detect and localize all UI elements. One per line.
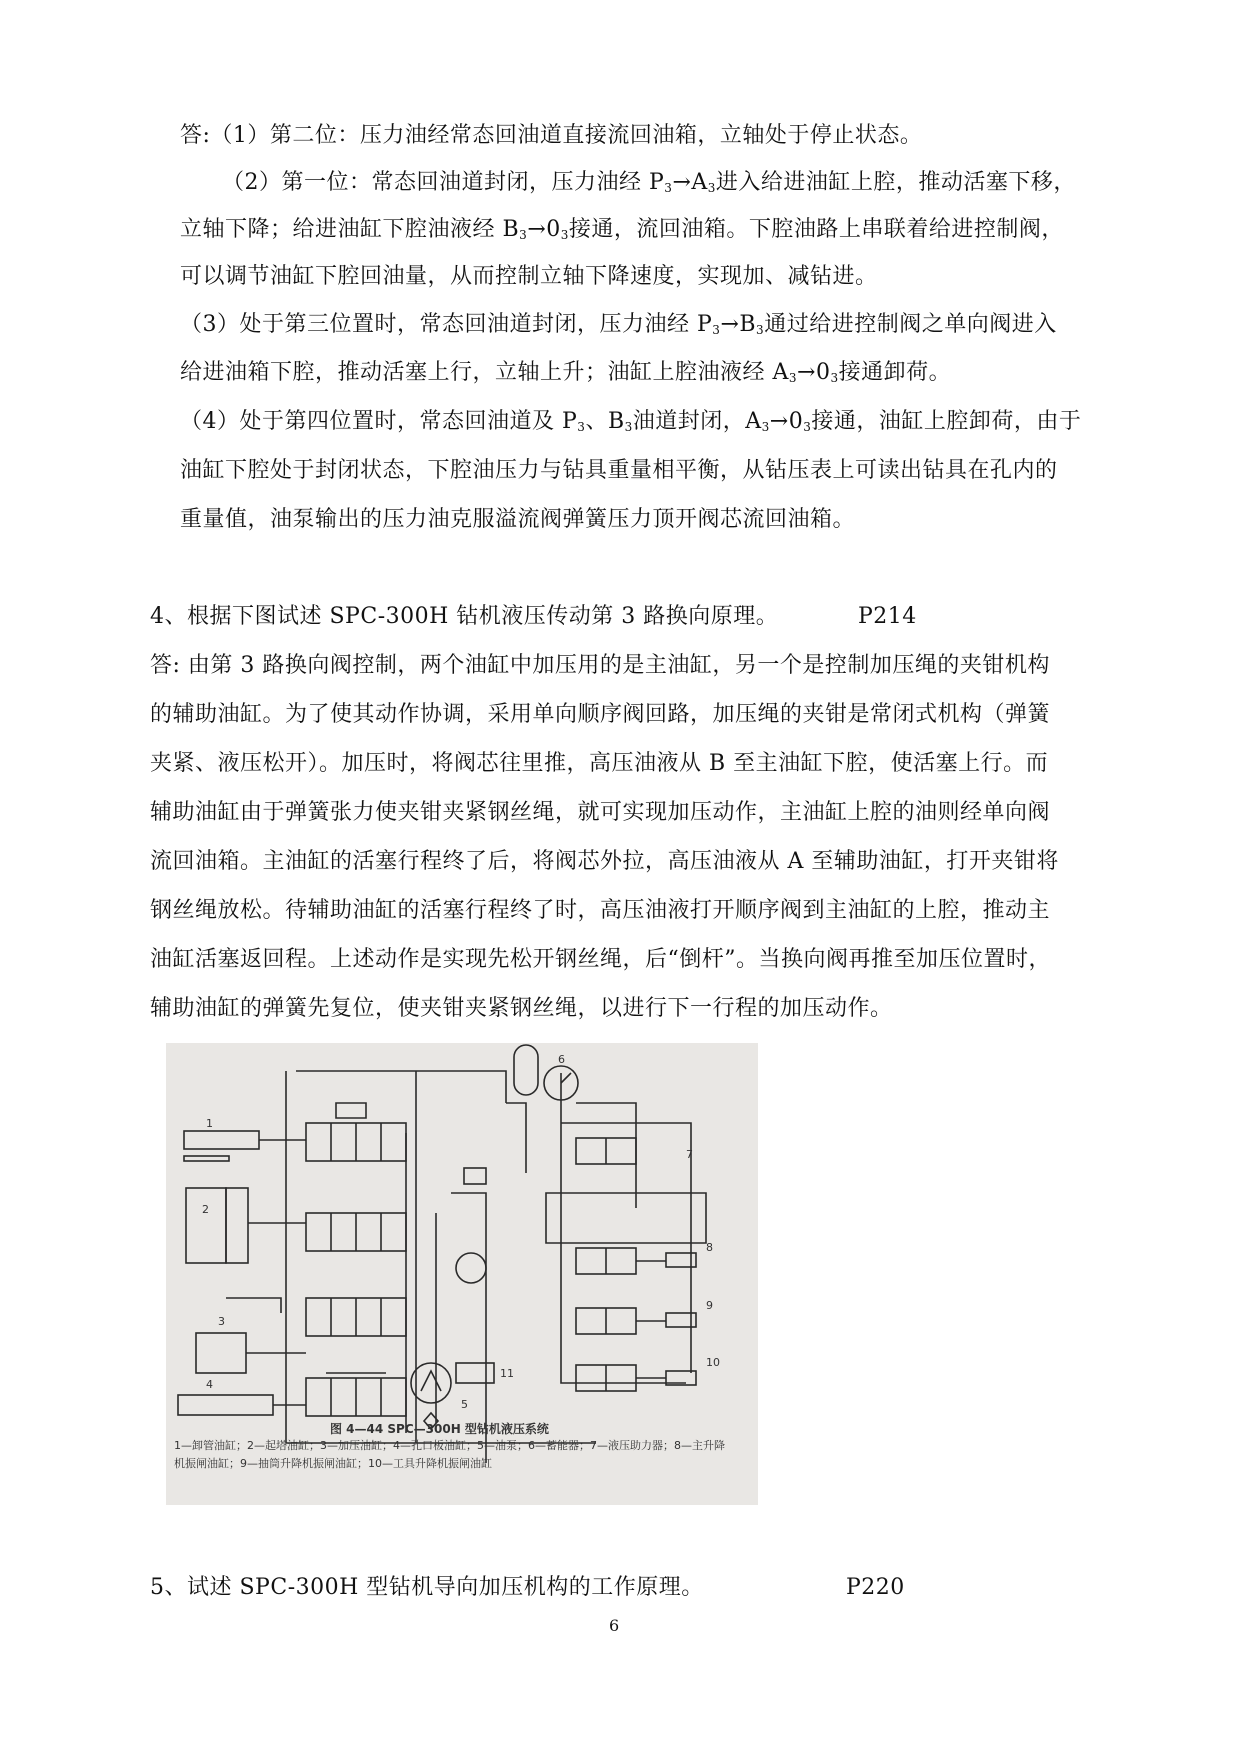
question-4-title: 4、根据下图试述 SPC-300H 钻机液压传动第 3 路换向原理。 xyxy=(150,604,779,629)
figure-label: 6 xyxy=(558,1053,565,1066)
figure-caption-line: 机振闸油缸；9—抽筒升降机振闸油缸；10—工具升降机振闸油缸 xyxy=(174,1457,492,1470)
answer-line-9: 重量值，油泵输出的压力油克服溢流阀弹簧压力顶开阀芯流回油箱。 xyxy=(180,507,856,532)
figure-label: 10 xyxy=(706,1356,720,1369)
answer-line-6: 给进油箱下腔，推动活塞上行，立轴上升；油缸上腔油液经 $A_3\to 0_3$接通卸荷。 xyxy=(180,360,952,385)
figure-label: 3 xyxy=(218,1315,225,1328)
answer-4-line: 夹紧、液压松开）。加压时，将阀芯往里推，高压油液从 B 至主油缸下腔，使活塞上行。而 xyxy=(150,751,1049,776)
figure-caption xyxy=(174,1437,754,1473)
figure-label: 9 xyxy=(706,1299,713,1312)
question-5-ref: P220 xyxy=(846,1575,905,1600)
figure-label: 2 xyxy=(202,1203,209,1216)
page-number: 6 xyxy=(609,1616,620,1635)
answer-line-3: 立轴下降；给进油缸下腔油液经 $B_3\to 0_3$接通，流回油箱。下腔油路上串联着给进控制阀， xyxy=(180,217,1064,242)
answer-line-8: 油缸下腔处于封闭状态，下腔油压力与钻具重量相平衡，从钻压表上可读出钻具在孔内的 xyxy=(180,458,1058,483)
figure-label: 4 xyxy=(206,1378,213,1391)
figure-caption-line: 1—卸管油缸；2—起塔油缸；3—加压油缸；4—孔口板油缸；5—油泵；6—蓄能器；7—液压助力器；8—主升降 xyxy=(174,1439,725,1452)
figure-label: 1 xyxy=(206,1117,213,1130)
question-4-ref: P214 xyxy=(858,604,917,629)
answer-line-5: （3）处于第三位置时，常态回油道封闭，压力油经 $P_3\to B_3$通过给进控制阀之单向阀进入 xyxy=(180,312,1057,337)
answer-4-line: 油缸活塞返回程。上述动作是实现先松开钢丝绳，后“倒杆”。当换向阀再推至加压位置时， xyxy=(150,947,1051,972)
answer-4-line: 流回油箱。主油缸的活塞行程终了后，将阀芯外拉，高压油液从 A 至辅助油缸，打开夹钳将 xyxy=(150,849,1059,874)
figure-label: 8 xyxy=(706,1241,713,1254)
answer-line-1: 答:（1）第二位：压力油经常态回油道直接流回油箱，立轴处于停止状态。 xyxy=(180,123,923,148)
answer-4-line: 钢丝绳放松。待辅助油缸的活塞行程终了时，高压油液打开顺序阀到主油缸的上腔，推动主 xyxy=(150,898,1051,923)
figure-label: 5 xyxy=(461,1398,468,1411)
answer-4-line: 辅助油缸由于弹簧张力使夹钳夹紧钢丝绳，就可实现加压动作，主油缸上腔的油则经单向阀 xyxy=(150,800,1051,825)
answer-line-4: 可以调节油缸下腔回油量，从而控制立轴下降速度，实现加、减钻进。 xyxy=(180,264,878,289)
answer-line-7: （4）处于第四位置时，常态回油道及 $P_3$、$B_3$油道封闭，$A_3\to 0_3$接通，油缸上腔卸荷，由于 xyxy=(180,409,1082,434)
answer-4-line: 答: 由第 3 路换向阀控制，两个油缸中加压用的是主油缸，另一个是控制加压绳的夹钳机构 xyxy=(150,653,1050,678)
question-5-title: 5、试述 SPC-300H 型钻机导向加压机构的工作原理。 xyxy=(150,1575,704,1600)
figure-title: 图 4—44 SPC—300H 型钻机液压系统 xyxy=(330,1422,549,1436)
answer-4-line: 辅助油缸的弹簧先复位，使夹钳夹紧钢丝绳，以进行下一行程的加压动作。 xyxy=(150,996,893,1021)
answer-4-line: 的辅助油缸。为了使其动作协调，采用单向顺序阀回路，加压绳的夹钳是常闭式机构（弹簧 xyxy=(150,702,1051,727)
figure-label: 11 xyxy=(500,1367,514,1380)
answer-line-2: （2）第一位：常态回油道封闭，压力油经 $P_3\to A_3$进入给进油缸上腔，推动活塞下移， xyxy=(222,170,1076,195)
figure-label: 7 xyxy=(686,1148,693,1161)
